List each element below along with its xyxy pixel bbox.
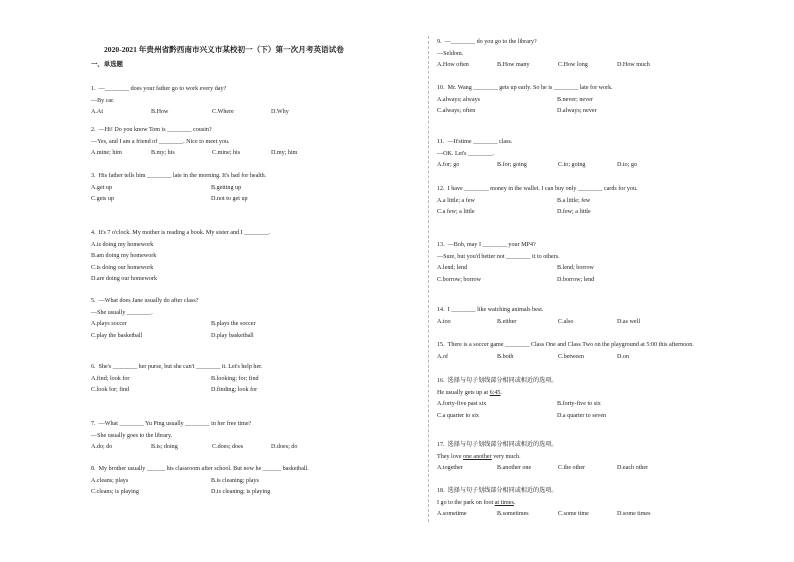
option-row bbox=[91, 183, 266, 195]
answer-option[interactable]: D.to; go bbox=[617, 162, 637, 168]
option-row bbox=[437, 509, 651, 521]
answer-option[interactable]: A.together bbox=[437, 465, 463, 471]
question-17 bbox=[437, 440, 649, 475]
question-text: —Bob, may I ________ your MP4? bbox=[447, 242, 536, 248]
question-line: —By car. bbox=[91, 97, 115, 104]
option-row bbox=[437, 60, 650, 72]
answer-option[interactable]: C.always; often bbox=[437, 108, 476, 114]
answer-option[interactable]: D.a quarter to seven bbox=[557, 412, 607, 419]
question-10 bbox=[437, 83, 613, 118]
question-stem bbox=[91, 464, 309, 476]
option-row bbox=[437, 463, 649, 475]
answer-option[interactable]: D.on bbox=[617, 353, 630, 360]
option-row bbox=[437, 263, 594, 275]
question-8 bbox=[91, 464, 309, 499]
answer-option[interactable]: D.some times bbox=[617, 511, 651, 517]
question-7 bbox=[91, 419, 298, 454]
question-text: My brother usually ______ his classroom after school. But now he ______ basketball. bbox=[98, 466, 309, 472]
answer-option[interactable]: A.is doing my homework bbox=[91, 241, 154, 248]
question-text: —________ do you go to the library? bbox=[444, 39, 537, 45]
exam-title: 2020-2021 年贵州省黔西南市兴义市某校初一（下）第一次月考英语试卷 bbox=[104, 45, 344, 54]
question-9 bbox=[437, 37, 650, 72]
question-number: 15. bbox=[437, 342, 445, 348]
question-text: 选择与句子划线部分相同或相近的选项。 bbox=[447, 442, 558, 448]
question-stem bbox=[91, 84, 226, 96]
question-number: 1. bbox=[91, 86, 96, 92]
answer-option[interactable]: A.lend; lend bbox=[437, 265, 468, 271]
answer-option[interactable]: D.not to get up bbox=[211, 196, 248, 202]
question-line: He usually gets up at 6:45. bbox=[437, 389, 503, 396]
question-text: His father tells him ________ late in the morning. It's bad for health. bbox=[98, 173, 267, 179]
answer-option[interactable]: D.finding; look for bbox=[211, 387, 258, 393]
question-stem bbox=[437, 340, 694, 352]
question-2 bbox=[91, 125, 298, 160]
question-text: 选择与句子划线部分相同或相近的选项。 bbox=[447, 378, 558, 384]
question-line: They love one another very much. bbox=[437, 453, 521, 460]
section-heading: 一、单选题 bbox=[91, 61, 123, 68]
question-line: —Sure, but you'd better not ________ it to others. bbox=[437, 253, 560, 260]
answer-option[interactable]: D.play basketball bbox=[211, 332, 254, 339]
option-row bbox=[91, 251, 270, 263]
answer-option[interactable]: A.get up bbox=[91, 184, 112, 191]
question-stem bbox=[91, 228, 270, 240]
question-number: 14. bbox=[437, 307, 445, 313]
answer-option[interactable]: C.gets up bbox=[91, 196, 115, 202]
answer-option[interactable]: B.a little; few bbox=[557, 197, 591, 204]
question-stem bbox=[91, 419, 251, 431]
option-row bbox=[91, 319, 256, 331]
question-number: 3. bbox=[91, 173, 96, 179]
answer-option[interactable]: C.does; does bbox=[212, 444, 244, 450]
answer-option[interactable]: B.How bbox=[151, 109, 169, 115]
question-text: Mr. Wang ________ gets up early. So he is ________ late for work. bbox=[447, 85, 613, 91]
answer-option[interactable]: C.How long bbox=[558, 62, 588, 68]
question-number: 12. bbox=[437, 186, 445, 192]
question-text: I ________ like watching animals best. bbox=[447, 307, 544, 313]
option-row bbox=[91, 487, 309, 499]
answer-option[interactable]: D.as well bbox=[617, 318, 641, 325]
question-number: 16. bbox=[437, 378, 445, 384]
question-line: —She usually ________. bbox=[91, 309, 153, 316]
question-stem bbox=[91, 362, 262, 374]
answer-option[interactable]: C.some time bbox=[558, 511, 589, 517]
question-stem bbox=[91, 125, 230, 137]
answer-option[interactable]: C.mine; his bbox=[212, 150, 241, 156]
question-text: —It'stime ________ class. bbox=[447, 139, 513, 145]
question-1 bbox=[91, 84, 289, 119]
question-3 bbox=[91, 171, 266, 206]
answer-option[interactable]: A.always; always bbox=[437, 96, 480, 103]
question-6 bbox=[91, 362, 262, 397]
question-number: 7. bbox=[91, 421, 96, 427]
question-text: It's 7 o'clock. My mother is reading a book. My sister and I ________. bbox=[98, 230, 271, 236]
answer-option[interactable]: B.am doing my homework bbox=[91, 253, 157, 259]
option-row bbox=[437, 399, 601, 411]
answer-option[interactable]: B.for; going bbox=[497, 162, 527, 168]
question-number: 5. bbox=[91, 298, 96, 304]
question-text: —What ________ Yu Ping usually ________ in her free time? bbox=[98, 421, 252, 427]
answer-option[interactable]: C.is doing our homework bbox=[91, 264, 154, 271]
option-row bbox=[91, 107, 289, 119]
answer-option[interactable]: A.too bbox=[437, 318, 451, 325]
question-stem bbox=[437, 184, 638, 196]
answer-option[interactable]: C.play the basketball bbox=[91, 332, 143, 339]
question-number: 11. bbox=[437, 139, 445, 145]
answer-option[interactable]: D.always; never bbox=[557, 108, 597, 114]
question-line: —OK. Let's ________. bbox=[437, 150, 494, 157]
option-row bbox=[91, 331, 254, 343]
option-row bbox=[437, 95, 613, 107]
answer-option[interactable]: A.for; go bbox=[437, 162, 460, 168]
question-line: —Yes, and I am a friend of ________. Nice to meet you. bbox=[91, 138, 230, 145]
option-row bbox=[91, 385, 262, 397]
answer-option[interactable]: B.sometimes bbox=[497, 511, 529, 517]
question-line: —She usually goes to the library. bbox=[91, 432, 173, 439]
question-stem bbox=[437, 37, 537, 49]
answer-option[interactable]: C.also bbox=[558, 318, 574, 325]
question-line: I go to the park on foot at times. bbox=[437, 499, 516, 506]
question-stem bbox=[437, 137, 512, 149]
answer-option[interactable]: A.sometime bbox=[437, 511, 467, 517]
answer-option[interactable]: B.either bbox=[497, 318, 517, 325]
answer-option[interactable]: D.does; do bbox=[271, 444, 298, 450]
question-11 bbox=[437, 137, 637, 172]
answer-option[interactable]: D.is cleaning; is playing bbox=[211, 489, 271, 495]
question-number: 6. bbox=[91, 364, 96, 370]
option-row bbox=[91, 442, 298, 454]
question-15 bbox=[437, 340, 694, 363]
answer-option[interactable]: B.plays the soccer bbox=[211, 321, 256, 327]
answer-option[interactable]: C.a quarter to six bbox=[437, 412, 479, 419]
answer-option[interactable]: D.Why bbox=[271, 109, 289, 115]
question-stem bbox=[437, 83, 613, 95]
answer-option[interactable]: C.Where bbox=[212, 109, 234, 115]
answer-option[interactable]: D.How much bbox=[617, 62, 650, 68]
option-row bbox=[91, 148, 298, 160]
option-row bbox=[437, 160, 637, 172]
answer-option[interactable]: C.borrow; borrow bbox=[437, 276, 482, 283]
option-row bbox=[437, 196, 638, 208]
question-text: She's ________ her purse, but she can't ________ it. Let's help her. bbox=[98, 364, 263, 370]
answer-option[interactable]: B.getting up bbox=[211, 184, 242, 191]
answer-option[interactable]: B.another one bbox=[497, 465, 532, 471]
answer-option[interactable]: C.cleans; is playing bbox=[91, 489, 139, 495]
answer-option[interactable]: A.do; do bbox=[91, 444, 113, 450]
answer-option[interactable]: A.cleans; plays bbox=[91, 477, 129, 484]
answer-option[interactable]: A.mine; him bbox=[91, 150, 122, 156]
question-stem bbox=[437, 305, 543, 317]
answer-option[interactable]: B.never; never bbox=[557, 96, 593, 103]
question-number: 13. bbox=[437, 242, 445, 248]
question-stem bbox=[91, 296, 198, 308]
option-row bbox=[91, 476, 309, 488]
question-14 bbox=[437, 305, 641, 328]
option-row bbox=[91, 194, 266, 206]
answer-option[interactable]: B.How many bbox=[497, 62, 530, 68]
option-row bbox=[91, 374, 262, 386]
question-12 bbox=[437, 184, 638, 219]
question-number: 18. bbox=[437, 488, 445, 494]
question-5 bbox=[91, 296, 256, 342]
answer-option[interactable]: A.How often bbox=[437, 62, 469, 68]
question-text: 选择与句子划线部分相同或相近的选项。 bbox=[447, 488, 558, 494]
answer-option[interactable]: B.forty-five to six bbox=[557, 401, 601, 407]
answer-option[interactable]: D.my; him bbox=[271, 150, 298, 156]
answer-option[interactable]: A.a little; a few bbox=[437, 197, 475, 204]
question-stem bbox=[91, 171, 266, 183]
column-divider bbox=[428, 36, 429, 522]
question-stem bbox=[437, 240, 560, 252]
option-row bbox=[437, 207, 638, 219]
answer-option[interactable]: B.my; his bbox=[151, 150, 175, 156]
answer-option[interactable]: C.look for; find bbox=[91, 387, 130, 393]
question-number: 9. bbox=[437, 39, 442, 45]
question-number: 10. bbox=[437, 85, 445, 91]
answer-option[interactable]: B.is; doing bbox=[151, 444, 178, 450]
question-18 bbox=[437, 486, 651, 521]
answer-option[interactable]: B.looking; for; find bbox=[211, 375, 259, 382]
option-row bbox=[91, 274, 270, 286]
option-row bbox=[437, 352, 694, 364]
answer-option[interactable]: C.to; going bbox=[558, 162, 586, 168]
answer-option[interactable]: D.borrow; lend bbox=[557, 276, 595, 283]
question-13 bbox=[437, 240, 595, 286]
answer-option[interactable]: B.both bbox=[497, 353, 514, 360]
answer-option[interactable]: C.between bbox=[558, 353, 584, 360]
question-4 bbox=[91, 228, 270, 286]
question-text: I have ________ money in the wallet. I can buy only ________ cards for you. bbox=[447, 186, 638, 192]
question-number: 4. bbox=[91, 230, 96, 236]
answer-option[interactable]: A.forty-five past six bbox=[437, 401, 487, 407]
option-row bbox=[91, 240, 270, 252]
question-number: 8. bbox=[91, 466, 96, 472]
option-row bbox=[91, 263, 270, 275]
question-line: —Seldom. bbox=[437, 50, 464, 57]
question-text: —________ does your father go to work every day? bbox=[98, 86, 227, 92]
answer-option[interactable]: A.of bbox=[437, 353, 449, 360]
answer-option[interactable]: D.each other bbox=[617, 465, 649, 471]
answer-option[interactable]: A.find; look for bbox=[91, 375, 130, 382]
question-16 bbox=[437, 376, 607, 422]
answer-option[interactable]: A.At bbox=[91, 109, 104, 115]
question-text: —What does Jane usually do after class? bbox=[98, 298, 199, 304]
question-stem bbox=[437, 440, 557, 452]
answer-option[interactable]: B.lend; borrow bbox=[557, 265, 594, 271]
question-stem bbox=[437, 486, 557, 498]
option-row bbox=[437, 411, 607, 423]
answer-option[interactable]: A.plays soccer bbox=[91, 321, 127, 327]
answer-option[interactable]: B.is cleaning; plays bbox=[211, 477, 259, 484]
option-row bbox=[437, 275, 595, 287]
option-row bbox=[437, 317, 641, 329]
question-stem bbox=[437, 376, 557, 388]
answer-option[interactable]: D.few; a little bbox=[557, 209, 591, 215]
question-number: 17. bbox=[437, 442, 445, 448]
answer-option[interactable]: C.the other bbox=[558, 465, 586, 471]
question-text: —Hi! Do you know Tom is ________ cousin? bbox=[98, 127, 212, 133]
question-text: There is a soccer game ________ Class One and Class Two on the playground at 5:00 this afternoon. bbox=[447, 342, 694, 348]
question-number: 2. bbox=[91, 127, 96, 133]
answer-option[interactable]: C.a few; a little bbox=[437, 209, 475, 215]
answer-option[interactable]: D.are doing our homework bbox=[91, 276, 157, 282]
option-row bbox=[437, 106, 613, 118]
